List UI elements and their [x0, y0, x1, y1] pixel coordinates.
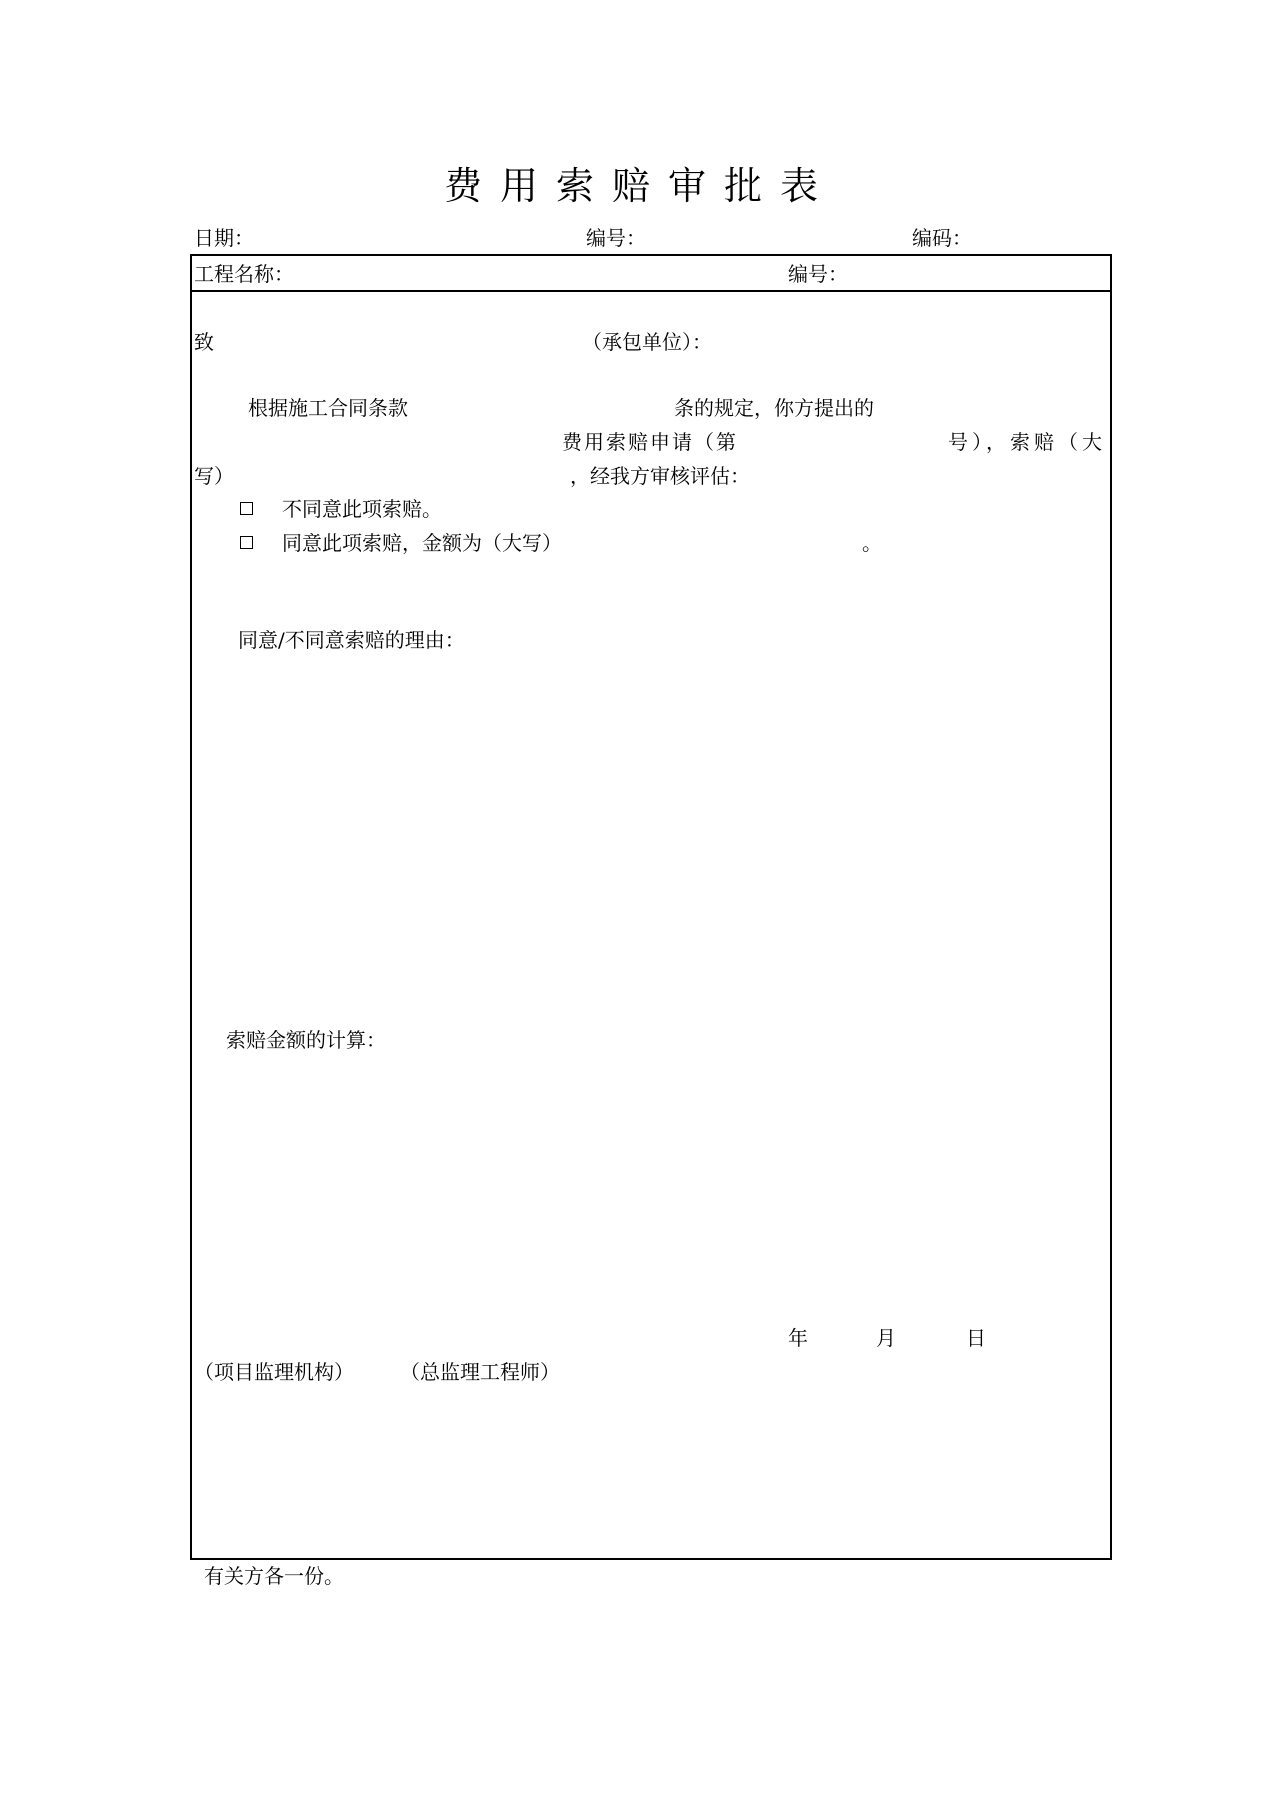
- copies-note: 有关方各一份。: [204, 1564, 344, 1588]
- sign-year: 年: [788, 1326, 808, 1350]
- disagree-option-label: 不同意此项索赔。: [282, 497, 442, 521]
- date-label: 日期：: [194, 226, 254, 250]
- review-text: ，经我方审核评估：: [570, 464, 750, 488]
- contract-clause-text: 根据施工合同条款: [248, 396, 408, 420]
- clause-rule-text: 条的规定，你方提出的: [674, 396, 874, 420]
- disagree-checkbox[interactable]: [240, 502, 253, 515]
- to-label: 致: [194, 330, 214, 354]
- agree-option-label: 同意此项索赔，金额为（大写）: [282, 531, 562, 555]
- chief-engineer-label: （总监理工程师）: [400, 1360, 560, 1384]
- sign-day: 日: [966, 1326, 986, 1350]
- project-number-label: 编号：: [788, 262, 848, 286]
- code-label: 编码：: [912, 226, 972, 250]
- contractor-label: （承包单位）：: [582, 330, 712, 354]
- agree-option-end: 。: [862, 531, 882, 555]
- sign-month: 月: [876, 1326, 896, 1350]
- form-title: 费用索赔审批表: [443, 164, 836, 208]
- claim-number-text: 号），索赔（大: [948, 430, 1106, 454]
- reason-label: 同意/不同意索赔的理由：: [238, 628, 465, 652]
- project-name-label: 工程名称：: [194, 262, 294, 286]
- supervision-org-label: （项目监理机构）: [194, 1360, 354, 1384]
- claim-request-text: 费用索赔申请（第: [562, 430, 738, 454]
- calculation-label: 索赔金额的计算：: [226, 1028, 386, 1052]
- project-row-divider: [190, 290, 1112, 292]
- agree-checkbox[interactable]: [240, 536, 253, 549]
- number-label: 编号：: [586, 226, 646, 250]
- capital-close-text: 写）: [194, 464, 234, 488]
